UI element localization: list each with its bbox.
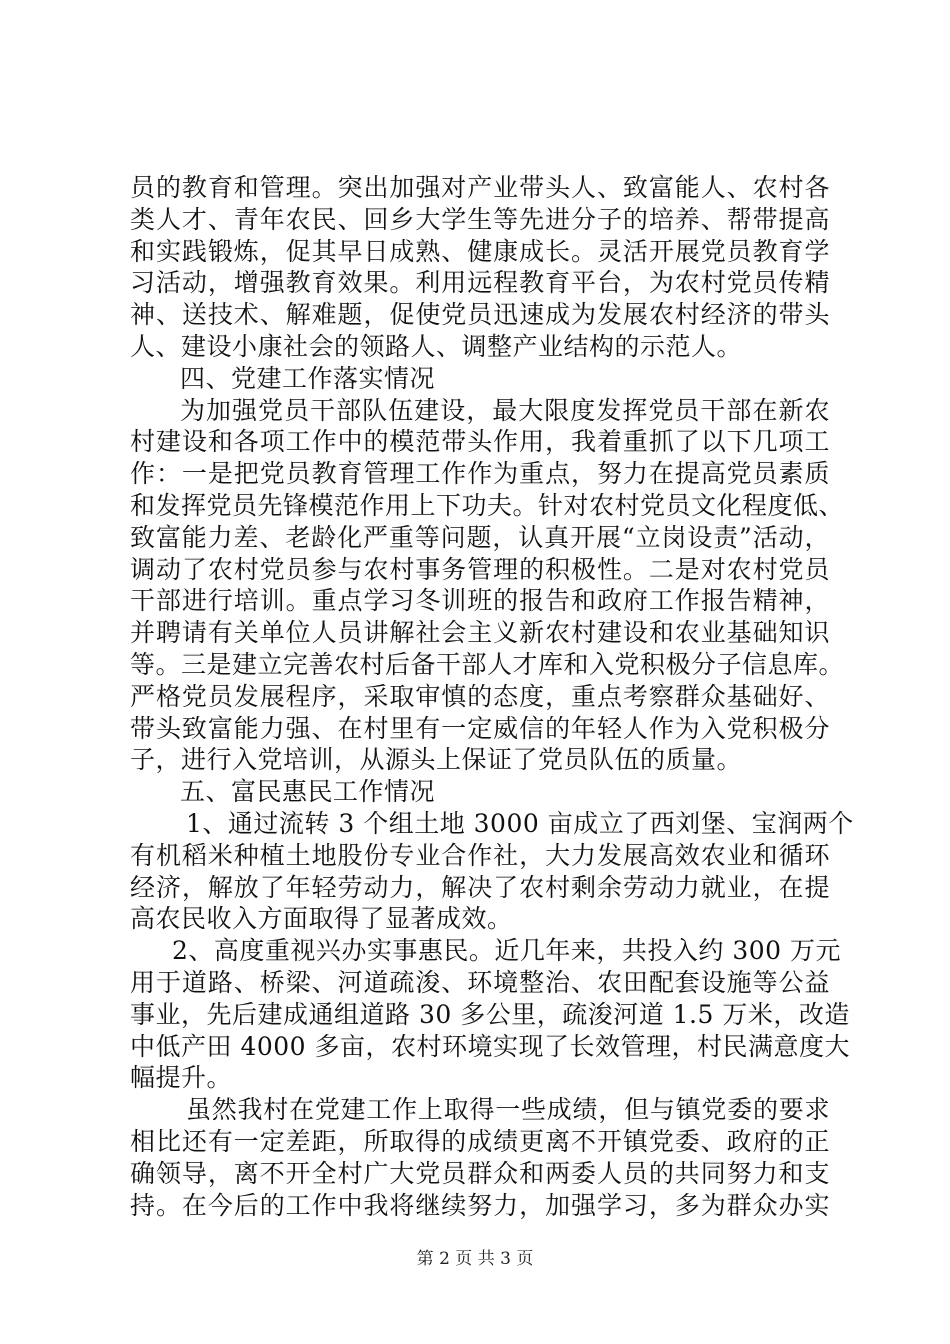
text-line: 作：一是把党员教育管理工作作为重点，努力在提高党员素质 bbox=[130, 459, 830, 489]
text-line: 事业，先后建成通组道路 30 多公里，疏浚河道 1.5 万米，改造 bbox=[130, 999, 850, 1029]
text-line: 经济，解放了年轻劳动力，解决了农村剩余劳动力就业，在提 bbox=[130, 872, 830, 902]
text-line: 相比还有一定差距，所取得的成绩更离不开镇党委、政府的正 bbox=[130, 1126, 830, 1156]
text-line: 中低产田 4000 多亩，农村环境实现了长效管理，村民满意度大 bbox=[130, 1031, 851, 1061]
text-line: 带头致富能力强、在村里有一定威信的年轻人作为入党积极分 bbox=[130, 713, 830, 743]
text-line: 高农民收入方面取得了显著成效。 bbox=[130, 904, 513, 934]
body-text bbox=[130, 172, 854, 1221]
text-line: 习活动，增强教育效果。利用远程教育平台，为农村党员传精 bbox=[130, 268, 830, 298]
text-line: 严格党员发展程序，采取审慎的态度，重点考察群众基础好、 bbox=[130, 681, 830, 711]
text-line: 致富能力差、老龄化严重等问题，认真开展“立岗设责”活动， bbox=[130, 522, 830, 552]
text-line: 1、通过流转 3 个组土地 3000 亩成立了西刘堡、宝润两个 bbox=[186, 808, 854, 838]
text-line: 确领导，离不开全村广大党员群众和两委人员的共同努力和支 bbox=[130, 1158, 830, 1188]
text-line: 员的教育和管理。突出加强对产业带头人、致富能人、农村各 bbox=[130, 173, 830, 202]
text-line: 神、送技术、解难题，促使党员迅速成为发展农村经济的带头 bbox=[130, 300, 830, 330]
text-line: 子，进行入党培训，从源头上保证了党员队伍的质量。 bbox=[130, 745, 743, 775]
text-line: 干部进行培训。重点学习冬训班的报告和政府工作报告精神， bbox=[130, 586, 830, 616]
text-line: 2、高度重视兴办实事惠民。近几年来，共投入约 300 万元 bbox=[172, 936, 842, 966]
section-heading: 四、党建工作落实情况 bbox=[180, 363, 436, 393]
text-line: 为加强党员干部队伍建设，最大限度发挥党员干部在新农 bbox=[180, 395, 830, 425]
text-line: 等。三是建立完善农村后备干部人才库和入党积极分子信息库。 bbox=[130, 649, 845, 679]
page-footer: 第 2 页 共 3 页 bbox=[416, 1249, 534, 1269]
text-line: 和发挥党员先锋模范作用上下功夫。针对农村党员文化程度低、 bbox=[130, 490, 845, 520]
section-heading: 五、富民惠民工作情况 bbox=[180, 777, 436, 807]
text-line: 用于道路、桥梁、河道疏浚、环境整治、农田配套设施等公益 bbox=[130, 967, 830, 997]
text-line: 虽然我村在党建工作上取得一些成绩，但与镇党委的要求 bbox=[186, 1095, 830, 1125]
text-line: 人、建设小康社会的领路人、调整产业结构的示范人。 bbox=[130, 331, 743, 361]
text-line: 调动了农村党员参与农村事务管理的积极性。二是对农村党员 bbox=[130, 554, 830, 584]
text-line: 村建设和各项工作中的模范带头作用，我着重抓了以下几项工 bbox=[130, 427, 830, 457]
text-line: 幅提升。 bbox=[130, 1063, 233, 1093]
text-line: 有机稻米种植土地股份专业合作社，大力发展高效农业和循环 bbox=[130, 840, 830, 870]
text-line: 并聘请有关单位人员讲解社会主义新农村建设和农业基础知识 bbox=[130, 618, 830, 648]
text-line: 和实践锻炼，促其早日成熟、健康成长。灵活开展党员教育学 bbox=[130, 236, 830, 266]
text-line: 持。在今后的工作中我将继续努力，加强学习，多为群众办实 bbox=[130, 1190, 830, 1220]
text-line: 类人才、青年农民、回乡大学生等先进分子的培养、帮带提高 bbox=[130, 204, 830, 234]
